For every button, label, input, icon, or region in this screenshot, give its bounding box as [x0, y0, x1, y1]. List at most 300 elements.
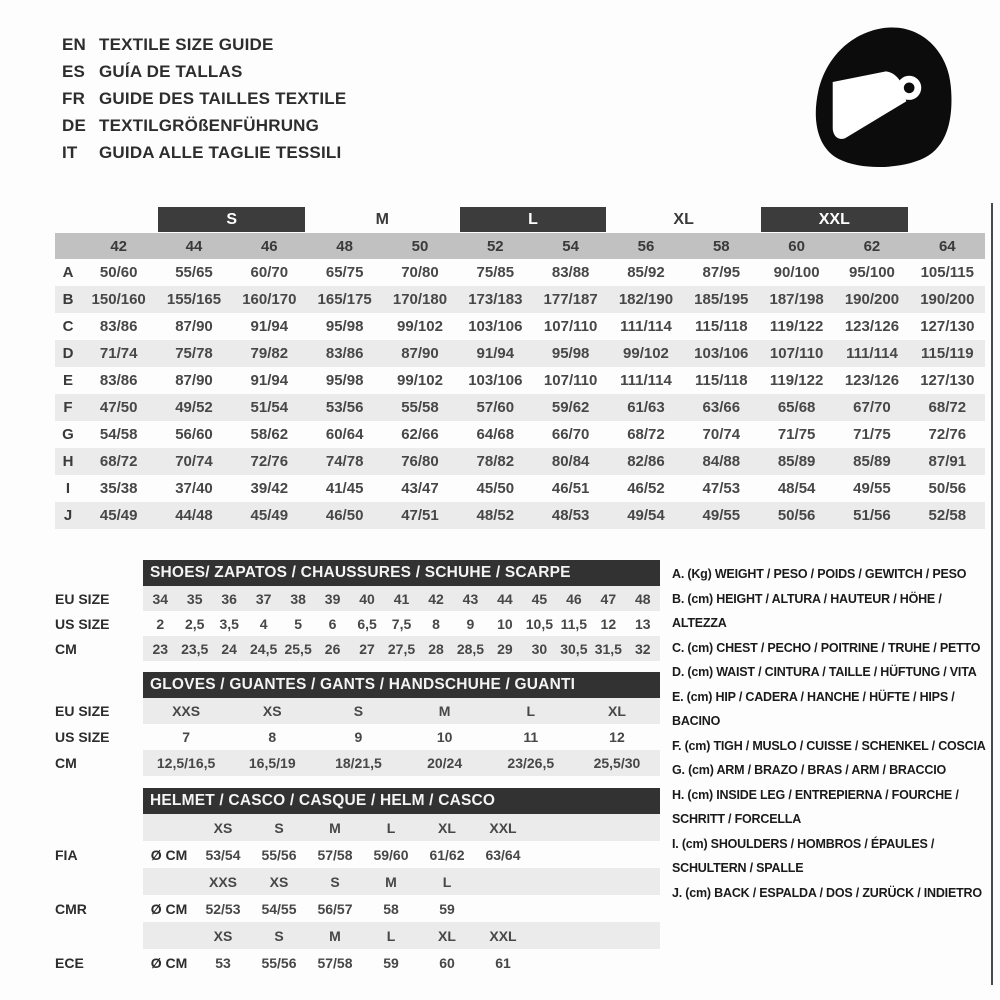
- size-cell: 53: [215, 954, 231, 971]
- measure-value: 72/76: [232, 448, 307, 475]
- measure-value: 56/60: [175, 426, 213, 443]
- size-cell: 9: [466, 615, 475, 632]
- size-row-eu-size: [55, 698, 660, 724]
- spacer-cell: [910, 206, 985, 233]
- size-cell: 4: [259, 615, 268, 632]
- measure-value: 160/170: [232, 286, 307, 313]
- size-cell: 8: [268, 729, 277, 745]
- filler: [475, 868, 660, 895]
- measure-value: 119/122: [769, 372, 824, 389]
- unit-cell: Ø CM: [150, 900, 188, 917]
- measure-value: 58/62: [250, 426, 289, 443]
- language-code: DE: [62, 115, 87, 135]
- size-group-cell: [458, 206, 609, 233]
- language-row-en: [62, 31, 346, 58]
- size-cell: 37: [255, 590, 272, 607]
- measure-value: 68/72: [81, 448, 156, 475]
- row-values: [143, 841, 660, 868]
- measure-value: 83/86: [307, 340, 382, 367]
- size-cell: 52/53: [205, 900, 241, 917]
- row-values: [143, 724, 660, 750]
- row-label: EU SIZE: [55, 703, 110, 719]
- size-cell: L: [526, 703, 536, 719]
- size-cell: S: [274, 819, 284, 836]
- measure-value: 83/86: [99, 372, 138, 389]
- measure-value: 155/165: [156, 286, 231, 313]
- measure-row-d: [55, 340, 985, 367]
- measure-value: 62/66: [401, 426, 439, 443]
- measure-value: 52/58: [910, 502, 985, 529]
- size-cell: 7: [182, 729, 190, 745]
- measure-row-b: [55, 286, 985, 313]
- size-cell: XL: [608, 703, 626, 719]
- measure-value: 115/118: [695, 372, 748, 389]
- measure-value: 187/198: [759, 286, 834, 313]
- language-code: FR: [62, 88, 86, 108]
- measure-value: 63/66: [684, 394, 759, 421]
- size-cell: XXL: [489, 927, 517, 944]
- filler: [531, 814, 660, 841]
- row-label: [55, 922, 143, 949]
- measure-value: 107/110: [543, 318, 598, 335]
- language-row-it: [62, 139, 346, 166]
- unit-cell: Ø CM: [150, 954, 188, 971]
- measure-value: 79/82: [232, 340, 307, 367]
- measure-row-i: [55, 475, 985, 502]
- size-cell: 25,5/30: [593, 755, 641, 771]
- size-cell: 27: [359, 640, 375, 657]
- size-group-m: M: [375, 211, 389, 228]
- measure-value: 173/183: [458, 286, 533, 313]
- size-cell: 61/62: [429, 846, 465, 863]
- size-cell: 8: [432, 615, 440, 632]
- size-cell: 54/55: [261, 900, 297, 917]
- row-values: [143, 586, 660, 611]
- unit-cell: [143, 814, 195, 841]
- size-cell: S: [353, 703, 364, 719]
- size-cell: XS: [262, 703, 282, 719]
- measure-value: 105/115: [920, 264, 974, 281]
- measure-value: 99/102: [397, 372, 443, 389]
- measure-value: 78/82: [458, 448, 533, 475]
- measure-value: 115/118: [695, 318, 748, 335]
- measure-value: 111/114: [620, 318, 672, 335]
- size-cell: 6,5: [357, 615, 377, 632]
- measure-value: 46/52: [627, 480, 665, 497]
- measure-value: 83/86: [99, 318, 138, 335]
- measure-value: 55/58: [382, 394, 457, 421]
- measure-value: 95/100: [849, 264, 895, 281]
- size-cell: 2: [156, 615, 165, 632]
- size-cell: XS: [213, 819, 233, 836]
- measure-value: 75/85: [476, 264, 515, 281]
- size-cell: 29: [497, 640, 513, 657]
- measure-value: 72/76: [928, 426, 967, 443]
- language-row-de: [62, 112, 346, 139]
- size-cell: 30: [531, 640, 548, 657]
- measure-value: 64/68: [476, 426, 515, 443]
- size-group-cell: [156, 206, 307, 233]
- measure-value: 182/190: [608, 286, 683, 313]
- measurement-legend: [672, 562, 992, 905]
- measure-value: 71/75: [853, 426, 891, 443]
- size-cell: 26: [324, 640, 341, 657]
- language-row-fr: [62, 85, 346, 112]
- legend-item-f: F. (cm) TIGH / MUSLO / CUISSE / SCHENKEL / COSCIA: [672, 738, 986, 753]
- unit-cell: [143, 922, 195, 949]
- size-cell: 18/21,5: [335, 755, 382, 771]
- measure-value: 68/72: [910, 394, 985, 421]
- measure-value: 46/51: [551, 480, 590, 497]
- size-cell: 3,5: [219, 615, 239, 632]
- measure-value: 66/70: [551, 426, 590, 443]
- helmet-icon-graphic: [806, 22, 962, 172]
- measure-row-label: D: [55, 340, 81, 367]
- size-group-xxl: XXL: [761, 207, 908, 232]
- measure-value: 95/98: [325, 372, 364, 389]
- measure-row-label: I: [65, 480, 71, 497]
- legend-item-g: G. (cm) ARM / BRAZO / BRAS / ARM / BRACCIO: [672, 763, 947, 777]
- size-cell: 63/64: [485, 846, 521, 863]
- size-cell: 44: [497, 590, 513, 607]
- measure-value: 177/187: [533, 286, 608, 313]
- spacer-cell: [55, 206, 156, 233]
- size-group-cell: [307, 206, 458, 233]
- measure-row-label: B: [55, 286, 81, 313]
- measure-value: 123/126: [844, 318, 900, 335]
- row-label: [55, 868, 143, 895]
- measure-value: 87/90: [175, 372, 213, 389]
- gloves-table-title: GLOVES / GUANTES / GANTS / HANDSCHUHE / GUANTI: [143, 672, 660, 698]
- size-cell: 9: [354, 729, 363, 745]
- size-cell: 16,5/19: [248, 755, 296, 771]
- measure-value: 76/80: [382, 448, 457, 475]
- shoes-table-title: SHOES/ ZAPATOS / CHAUSSURES / SCHUHE / SCARPE: [143, 560, 660, 586]
- measure-value: 65/68: [759, 394, 834, 421]
- measure-row-label: H: [55, 448, 81, 475]
- size-cell: XXS: [208, 873, 237, 890]
- measure-value: 87/90: [175, 318, 213, 335]
- size-cell: M: [438, 703, 451, 719]
- measure-value: 95/98: [533, 340, 608, 367]
- measure-value: 87/91: [910, 448, 985, 475]
- measure-value: 80/84: [533, 448, 608, 475]
- size-cell: 27,5: [387, 640, 416, 657]
- measure-value: 111/114: [620, 372, 672, 389]
- row-label: [55, 814, 143, 841]
- size-cell: 32: [635, 640, 651, 657]
- measure-value: 99/102: [397, 318, 443, 335]
- row-values: [143, 868, 660, 895]
- size-cell: 59/60: [373, 846, 409, 863]
- size-cell: 5: [294, 615, 302, 632]
- size-cell: 28: [428, 640, 444, 657]
- measure-value: 115/119: [910, 340, 985, 367]
- size-cell: 48: [635, 590, 651, 607]
- language-row-es: [62, 58, 346, 85]
- legend-item-c: C. (cm) CHEST / PECHO / POITRINE / TRUHE / PETTO: [672, 640, 981, 655]
- measure-value: 103/106: [684, 340, 759, 367]
- size-cell: XXL: [489, 819, 517, 836]
- size-cell: S: [274, 927, 284, 944]
- size-cell: L: [386, 927, 396, 944]
- size-number: 44: [156, 233, 231, 259]
- filler: [531, 922, 660, 949]
- row-values: [143, 750, 660, 776]
- size-cell: 60: [439, 954, 455, 971]
- size-row-cm: [55, 636, 660, 661]
- size-cell: 61: [495, 954, 511, 971]
- measure-value: 107/110: [543, 372, 598, 389]
- helmet-values-row-cmr: [55, 895, 660, 922]
- size-number: 60: [759, 233, 834, 259]
- measure-row-c: [55, 313, 985, 340]
- size-number: 50: [382, 233, 457, 259]
- size-number: 46: [232, 233, 307, 259]
- measure-value: 123/126: [844, 372, 900, 389]
- standard-label: FIA: [55, 846, 78, 863]
- measure-value: 43/47: [401, 480, 439, 497]
- size-cell: 59: [439, 900, 455, 917]
- measure-value: 49/52: [156, 394, 231, 421]
- measure-row-label: J: [55, 502, 81, 529]
- measure-value: 119/122: [769, 318, 824, 335]
- measure-value: 107/110: [759, 340, 834, 367]
- size-number: 42: [81, 233, 156, 259]
- measure-value: 85/89: [759, 448, 834, 475]
- size-group-l: L: [460, 207, 607, 232]
- helmet-icon: [806, 22, 962, 172]
- measure-row-label: A: [62, 264, 74, 281]
- measure-row-f: [55, 394, 985, 421]
- size-cell: 23,5: [181, 640, 209, 657]
- measure-value: 68/72: [627, 426, 665, 443]
- row-label: US SIZE: [55, 729, 110, 745]
- size-cell: 59: [383, 954, 399, 971]
- size-group-xl: XL: [673, 211, 694, 228]
- measure-value: 87/95: [702, 264, 741, 281]
- measure-value: 83/88: [551, 264, 590, 281]
- measure-value: 87/90: [382, 340, 457, 367]
- measure-value: 185/195: [684, 286, 759, 313]
- size-row-cm: [55, 750, 660, 776]
- row-values: [143, 895, 660, 922]
- size-cell: XS: [269, 873, 289, 890]
- measure-value: 50/56: [928, 480, 967, 497]
- measure-value: 70/74: [702, 426, 741, 443]
- size-cell: XXS: [172, 703, 201, 719]
- size-cell: 13: [635, 615, 651, 632]
- row-label: US SIZE: [55, 615, 110, 632]
- size-number: 56: [608, 233, 683, 259]
- guide-title: TEXTILE SIZE GUIDE: [99, 34, 274, 54]
- measure-value: 50/60: [99, 264, 138, 281]
- size-group-cell: [608, 206, 759, 233]
- measure-row-h: [55, 448, 985, 475]
- measure-value: 59/62: [533, 394, 608, 421]
- size-cell: 56/57: [317, 900, 353, 917]
- size-cell: M: [385, 873, 397, 890]
- measure-value: 55/65: [175, 264, 213, 281]
- measure-value: 85/89: [834, 448, 909, 475]
- size-cell: 10: [436, 729, 453, 745]
- measure-value: 50/56: [759, 502, 834, 529]
- size-cell: 12: [600, 615, 617, 632]
- size-cell: 23: [152, 640, 169, 657]
- size-cell: XS: [213, 927, 233, 944]
- filler: [475, 895, 660, 922]
- measure-value: 127/130: [920, 372, 975, 389]
- size-cell: L: [386, 819, 396, 836]
- helmet-sizes-row-fia: [55, 814, 660, 841]
- size-group-cell: [759, 206, 910, 233]
- size-cell: 23/26,5: [507, 755, 555, 771]
- size-cell: 30,5: [560, 640, 588, 657]
- legend-item-j: J. (cm) BACK / ESPALDA / DOS / ZURÜCK / INDIETRO: [672, 885, 982, 900]
- measure-value: 170/180: [382, 286, 457, 313]
- size-number: 58: [684, 233, 759, 259]
- size-number: 62: [834, 233, 909, 259]
- measure-value: 60/64: [325, 426, 364, 443]
- size-cell: 24,5: [250, 640, 278, 657]
- measure-value: 150/160: [81, 286, 156, 313]
- measure-value: 60/70: [250, 264, 289, 281]
- size-row-eu-size: [55, 586, 660, 611]
- measure-value: 90/100: [773, 264, 820, 281]
- measure-value: 82/86: [608, 448, 683, 475]
- legend-item-d: D. (cm) WAIST / CINTURA / TAILLE / HÜFTUNG / VITA: [672, 665, 977, 679]
- measure-value: 57/60: [458, 394, 533, 421]
- legend-item-h: H. (cm) INSIDE LEG / ENTREPIERNA / FOURCHE / SCHRITT / FORCELLA: [672, 787, 959, 826]
- measure-value: 53/56: [307, 394, 382, 421]
- row-values: [143, 922, 660, 949]
- size-cell: 11,5: [560, 615, 588, 632]
- measure-value: 61/63: [608, 394, 683, 421]
- measure-value: 49/55: [853, 480, 891, 497]
- helmet-sizes-row-cmr: [55, 868, 660, 895]
- scan-edge-line: [991, 203, 993, 985]
- size-cell: 35: [186, 590, 203, 607]
- size-cell: 12: [609, 729, 625, 745]
- size-cell: 45: [531, 590, 548, 607]
- size-cell: 57/58: [317, 954, 353, 971]
- measure-value: 74/78: [307, 448, 382, 475]
- spacer-cell: [55, 233, 81, 259]
- size-cell: XL: [438, 927, 456, 944]
- measure-value: 45/50: [476, 480, 515, 497]
- size-cell: 34: [152, 590, 169, 607]
- measure-value: 91/94: [250, 318, 289, 335]
- gloves-size-table: [55, 672, 660, 776]
- measure-value: 47/50: [81, 394, 156, 421]
- measure-value: 54/58: [99, 426, 138, 443]
- measure-value: 111/114: [834, 340, 909, 367]
- measure-value: 71/74: [81, 340, 156, 367]
- unit-cell: Ø CM: [150, 846, 188, 863]
- size-cell: 10: [497, 615, 513, 632]
- size-cell: 55/56: [261, 846, 297, 863]
- standard-label: CMR: [55, 900, 87, 917]
- legend-item-e: E. (cm) HIP / CADERA / HANCHE / HÜFTE / HIPS / BACINO: [672, 689, 955, 728]
- measure-value: 47/53: [702, 480, 741, 497]
- size-number: 48: [307, 233, 382, 259]
- size-cell: 25,5: [284, 640, 312, 657]
- measure-row-label: G: [62, 426, 74, 443]
- size-cell: 42: [428, 590, 444, 607]
- size-cell: M: [329, 927, 341, 944]
- language-title-list: [62, 31, 346, 166]
- size-cell: 40: [359, 590, 375, 607]
- size-cell: 24: [221, 640, 237, 657]
- measure-value: 75/78: [156, 340, 231, 367]
- row-label: EU SIZE: [55, 590, 110, 607]
- shoes-size-table: [55, 560, 660, 661]
- measure-value: 37/40: [175, 480, 213, 497]
- measure-row-label: F: [55, 394, 81, 421]
- measure-value: 103/106: [468, 372, 523, 389]
- size-cell: 6: [328, 615, 337, 632]
- measure-value: 48/52: [458, 502, 533, 529]
- measure-value: 91/94: [458, 340, 533, 367]
- measure-value: 190/200: [910, 286, 985, 313]
- measure-value: 71/75: [777, 426, 816, 443]
- size-number: 64: [910, 233, 985, 259]
- legend-item-a: A. (Kg) WEIGHT / PESO / POIDS / GEWITCH / PESO: [672, 567, 967, 581]
- measure-value: 70/74: [156, 448, 231, 475]
- measure-row-j: [55, 502, 985, 529]
- unit-cell: [143, 868, 195, 895]
- size-cell: 11: [523, 729, 539, 745]
- measure-value: 103/106: [468, 318, 523, 335]
- measure-value: 84/88: [684, 448, 759, 475]
- measure-value: 39/42: [250, 480, 289, 497]
- size-cell: 38: [290, 590, 306, 607]
- measure-value: 190/200: [834, 286, 909, 313]
- size-cell: 10,5: [525, 615, 554, 632]
- measure-row-label: C: [62, 318, 74, 335]
- measure-value: 70/80: [401, 264, 439, 281]
- measure-value: 45/49: [81, 502, 156, 529]
- row-label: CM: [55, 640, 77, 657]
- size-cell: 28,5: [456, 640, 485, 657]
- size-cell: 7,5: [391, 615, 412, 632]
- size-row-us-size: [55, 724, 660, 750]
- row-label: CM: [55, 755, 77, 771]
- size-cell: 53/54: [205, 846, 241, 863]
- size-cell: M: [329, 819, 341, 836]
- size-group-s: S: [158, 207, 305, 232]
- measure-value: 48/53: [533, 502, 608, 529]
- measure-value: 65/75: [325, 264, 364, 281]
- size-cell: 58: [383, 900, 399, 917]
- measure-value: 48/54: [777, 480, 816, 497]
- size-cell: S: [330, 873, 340, 890]
- guide-title: TEXTILGRÖßENFÜHRUNG: [99, 115, 320, 135]
- size-cell: 43: [462, 590, 479, 607]
- measure-value: 49/54: [608, 502, 683, 529]
- size-group-header-row: [55, 206, 985, 233]
- size-cell: 36: [221, 590, 237, 607]
- measure-value: 49/55: [684, 502, 759, 529]
- measure-value: 45/49: [232, 502, 307, 529]
- footwear-accessory-tables: [55, 560, 660, 976]
- measure-value: 99/102: [608, 340, 683, 367]
- size-cell: 46: [566, 590, 582, 607]
- guide-title: GUÍA DE TALLAS: [99, 61, 243, 81]
- measure-value: 165/175: [307, 286, 382, 313]
- helmet-table-title: HELMET / CASCO / CASQUE / HELM / CASCO: [143, 788, 660, 814]
- measure-value: 46/50: [307, 502, 382, 529]
